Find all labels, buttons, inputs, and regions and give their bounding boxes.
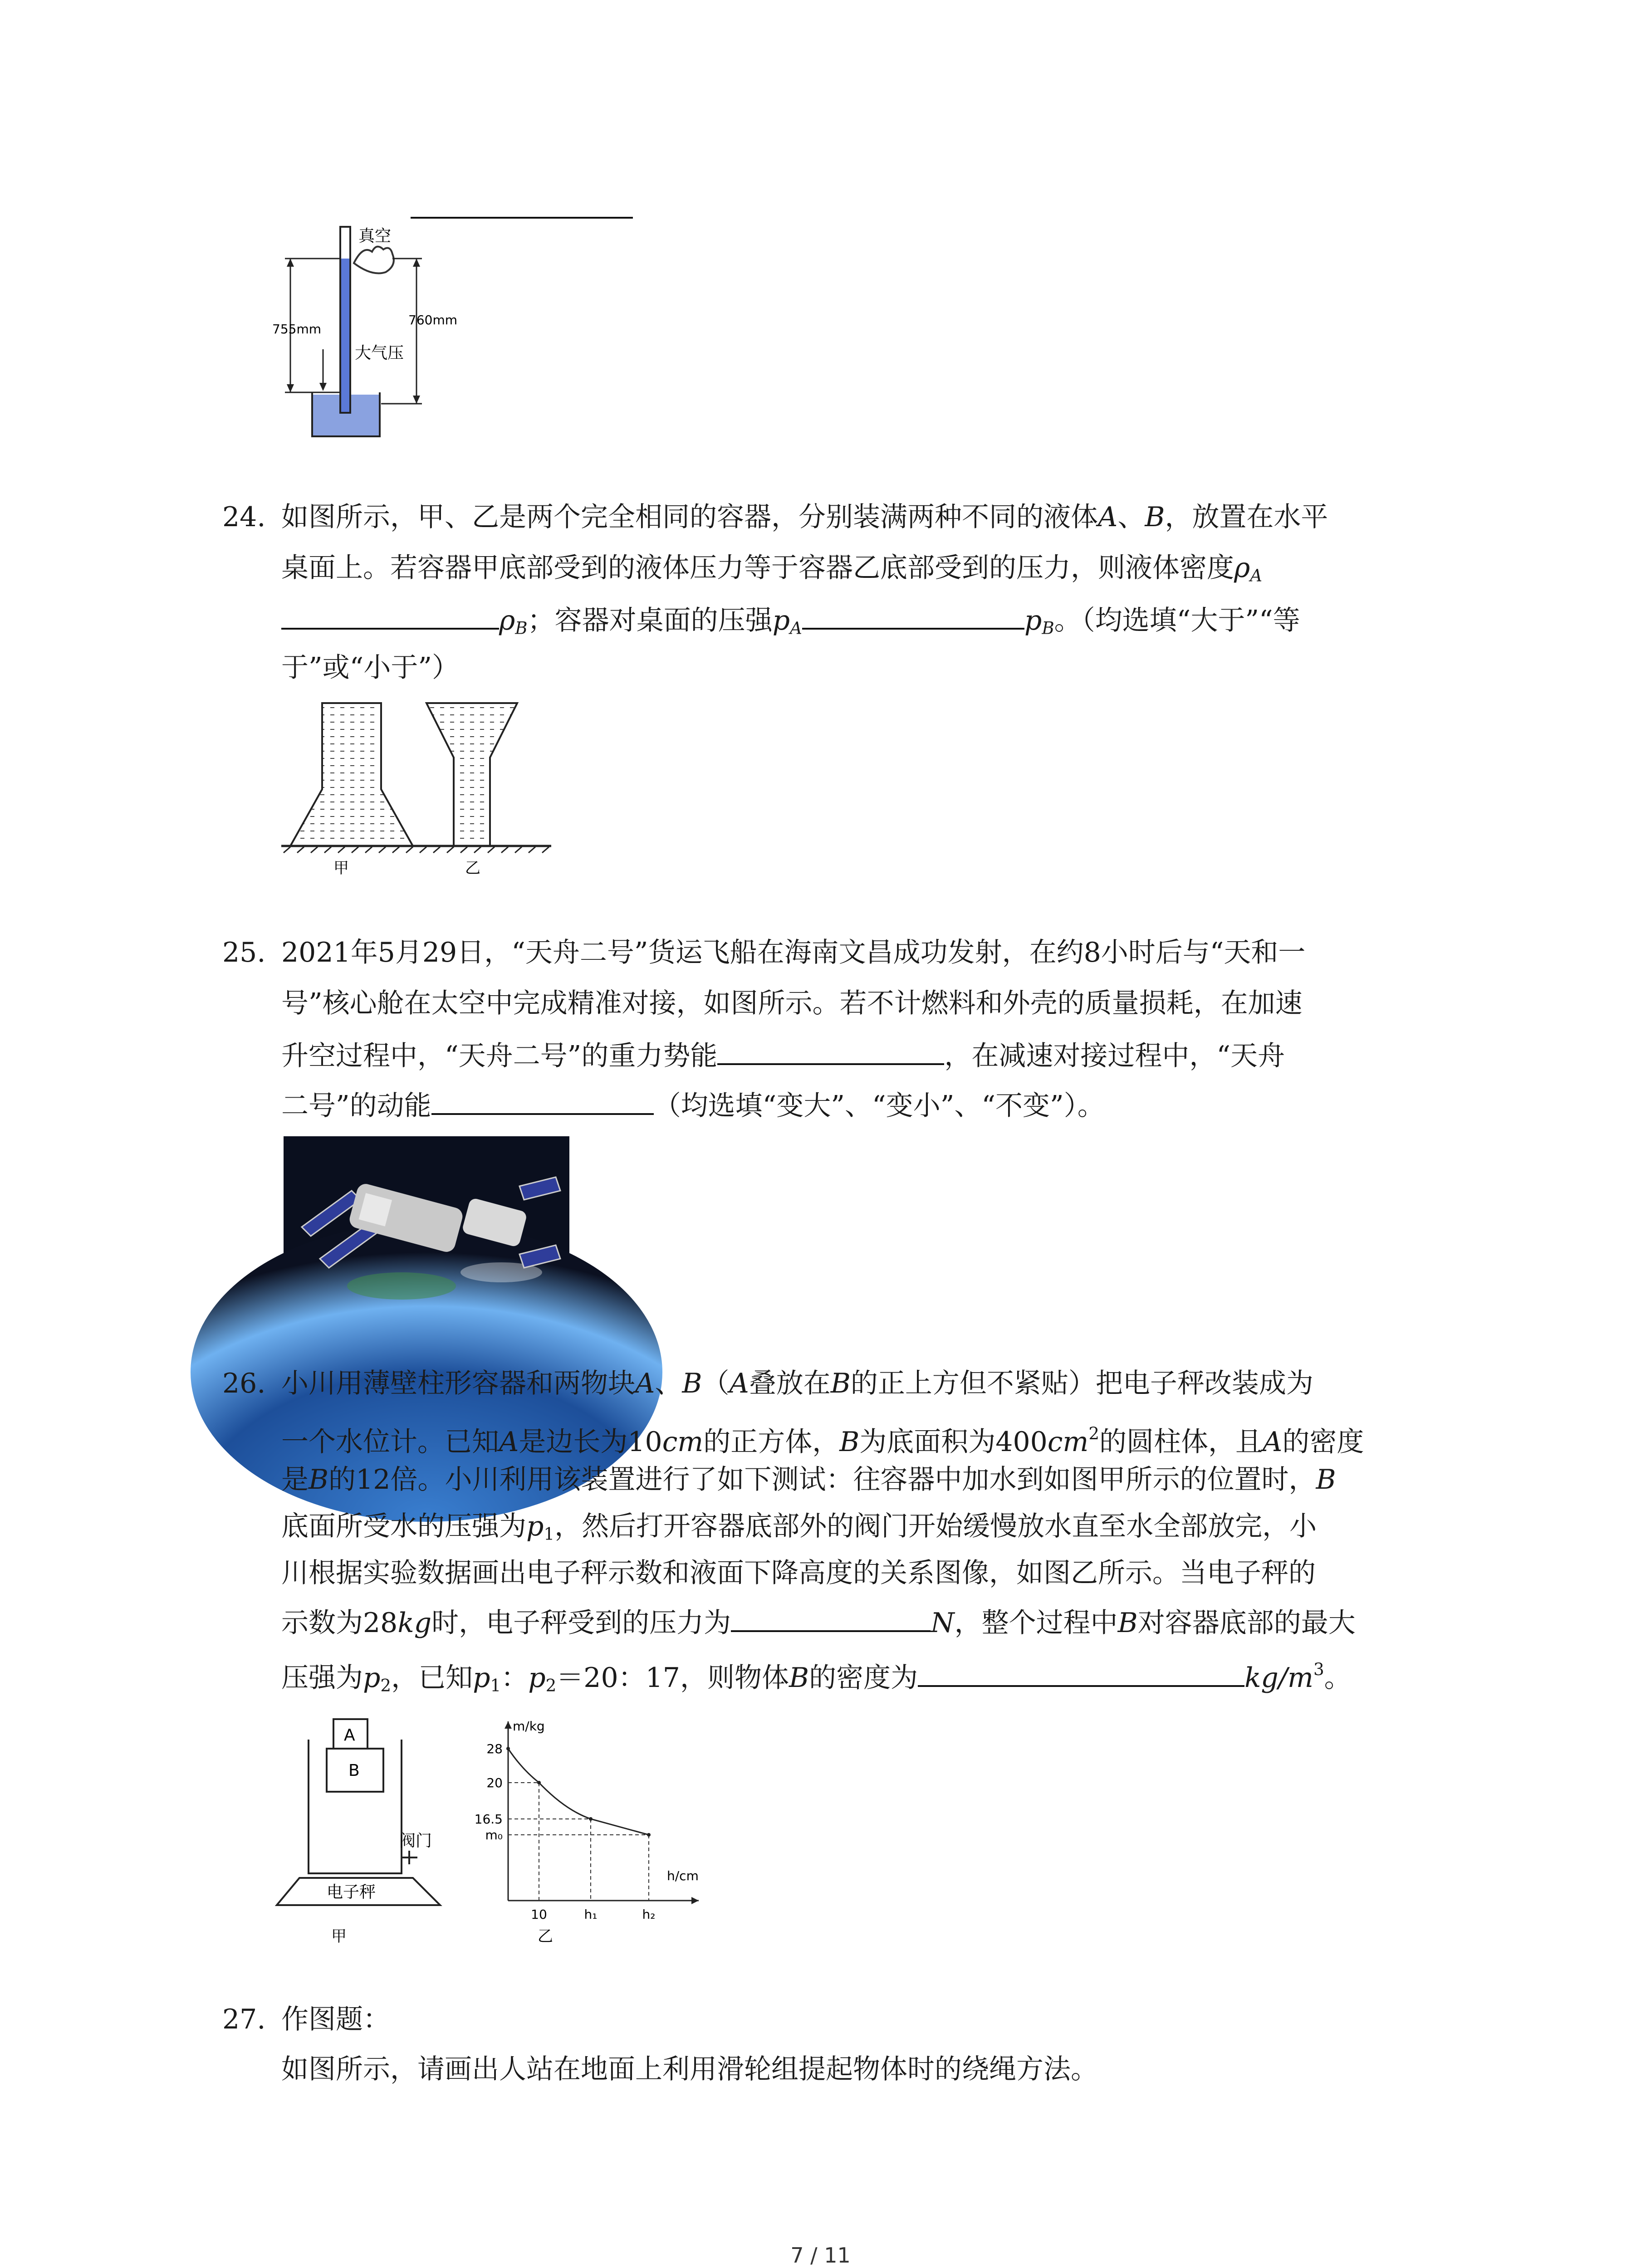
q27-line-2: 如图所示，请画出人站在地面上利用滑轮组提起物体时的绕绳方法。 — [281, 2053, 1098, 2085]
yi-caption: 乙 — [465, 859, 480, 877]
container-jia — [290, 703, 413, 846]
q25-line-3: 升空过程中，“天舟二号”的重力势能 ，在减速对接过程中，“天舟 — [281, 1035, 1285, 1074]
water-level-meter-figure — [272, 1715, 463, 1950]
container-yi — [426, 703, 517, 846]
q26-line-2: 一个水位计。已知A是边长为10cm的正方体，B为底面积为$400cm^2$的圆柱体，且A的密度 — [281, 1423, 1364, 1458]
page-number: 7 / 11 — [790, 2243, 851, 2268]
hand-icon — [354, 247, 394, 274]
y-tick-label: 28 — [486, 1741, 503, 1756]
x-axis-arrow — [691, 1897, 699, 1904]
y-tick-label: 16.5 — [474, 1812, 503, 1827]
q26-line-4: 底面所受水的压强为$p_1$，然后打开容器底部外的阀门开始缓慢放水直至水全部放完，小 — [281, 1510, 1317, 1544]
barometer-figure — [272, 213, 457, 440]
q26-blank-1[interactable] — [731, 1602, 931, 1632]
series-line — [508, 1749, 649, 1835]
q25-line-2: 号”核心舱在太空中完成精准对接，如图所示。若不计燃料和外壳的质量损耗，在加速 — [281, 987, 1303, 1019]
q24-blank-1[interactable] — [281, 600, 499, 630]
mass-height-chart — [472, 1710, 717, 1955]
fig-jia-caption: 甲 — [331, 1927, 347, 1945]
q25-blank-2[interactable] — [431, 1085, 654, 1115]
y-tick-label: 20 — [486, 1775, 503, 1790]
q24-line-3: $\rho_B$；容器对桌面的压强$p_A$ $p_B$。（均选填“大于”“等 — [281, 600, 1300, 646]
fig-yi-caption: 乙 — [538, 1927, 553, 1945]
q24-number: 24. — [222, 501, 266, 533]
svg-text:A: A — [344, 1726, 355, 1745]
q25-number: 25. — [222, 937, 266, 968]
q24-line-1: 如图所示，甲、乙是两个完全相同的容器，分别装满两种不同的液体A、B，放置在水平 — [281, 501, 1328, 533]
data-point — [647, 1833, 651, 1837]
x-tick-label: 10 — [531, 1907, 547, 1922]
q24-blank-2[interactable] — [802, 600, 1024, 630]
q26-number: 26. — [222, 1368, 266, 1399]
q24-line-2: 桌面上。若容器甲底部受到的液体压力等于容器乙底部受到的压力，则液体密度$\rho_A$ — [281, 552, 1263, 586]
x-tick-label: h₁ — [584, 1907, 598, 1922]
tube-mercury — [341, 259, 349, 413]
q23-answer-blank[interactable] — [411, 217, 633, 219]
containers-figure — [279, 689, 560, 880]
q27-number: 27. — [222, 2004, 266, 2035]
data-point — [506, 1747, 510, 1750]
q26-blank-2[interactable] — [918, 1657, 1244, 1687]
q25-blank-1[interactable] — [717, 1035, 944, 1065]
vacuum-label: 真空 — [358, 227, 392, 245]
q25-line-1: 2021年5月29日，“天舟二号”货运飞船在海南文昌成功发射，在约8小时后与“天和一 — [281, 937, 1306, 968]
right-height-label: 760mm — [408, 313, 457, 327]
svg-text:B: B — [348, 1761, 360, 1780]
q26-line-6: 示数为28kg时，电子秤受到的压力为 N，整个过程中B对容器底部的最大 — [281, 1602, 1356, 1641]
y-axis-label: m/kg — [513, 1719, 545, 1734]
left-height-label: 755mm — [272, 322, 321, 337]
q26-line-5: 川根据实验数据画出电子秤示数和液面下降高度的关系图像，如图乙所示。当电子秤的 — [281, 1557, 1316, 1589]
q24-line-4: 于”或“小于”） — [281, 652, 460, 684]
spacecraft-photo — [284, 1136, 569, 1302]
q26-line-7: 压强为$p_2$，已知$p_1$：$p_2=20$：17，则物体B的密度为 $kg/m^3$。 — [281, 1651, 1352, 1703]
scale-label: 电子秤 — [327, 1883, 376, 1901]
atmosphere-label: 大气压 — [355, 344, 404, 362]
data-point — [589, 1817, 593, 1821]
y-axis-arrow — [505, 1721, 512, 1729]
q27-line-1: 作图题： — [281, 2004, 390, 2035]
q26-line-3: 是B的12倍。小川利用该装置进行了如下测试：往容器中加水到如图甲所示的位置时，B — [281, 1464, 1336, 1496]
jia-caption: 甲 — [333, 859, 349, 877]
valve-label: 阀门 — [399, 1832, 432, 1850]
q26-line-1: 小川用薄壁柱形容器和两物块A、B（A叠放在B的正上方但不紧贴）把电子秤改装成为 — [281, 1368, 1313, 1399]
x-tick-label: h₂ — [642, 1907, 656, 1922]
data-point — [537, 1781, 541, 1784]
x-axis-label: h/cm — [667, 1868, 699, 1883]
y-tick-label: m₀ — [485, 1828, 503, 1843]
q25-line-4: 二号”的动能 （均选填“变大”、“变小”、“不变”）。 — [281, 1085, 1105, 1124]
